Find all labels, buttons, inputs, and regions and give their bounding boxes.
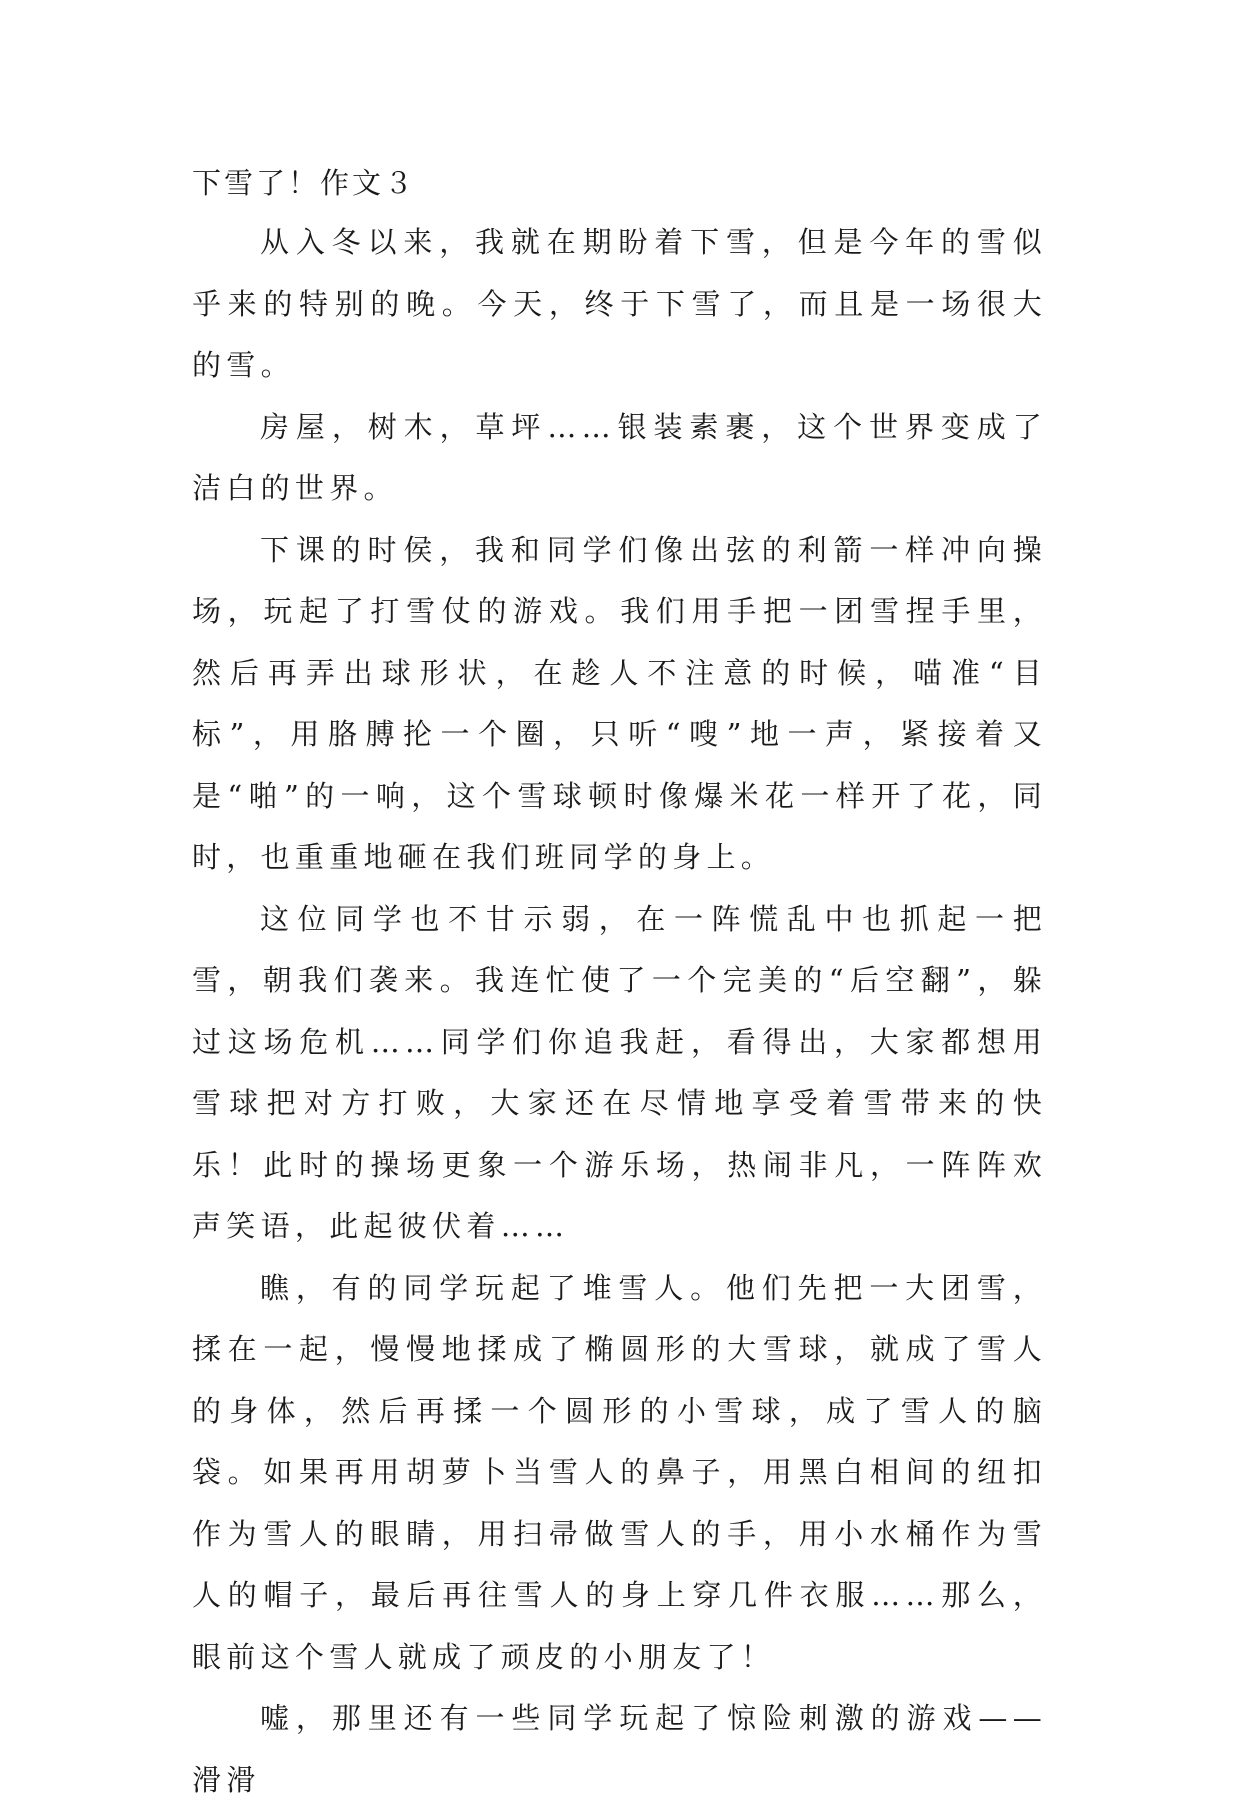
- paragraph-5: 瞧，有的同学玩起了堆雪人。他们先把一大团雪，揉在一起，慢慢地揉成了椭圆形的大雪球，就成了雪人的身体，然后再揉一个圆形的小雪球，成了雪人的脑袋。如果再用胡萝卜当雪人的鼻子，用黑白相间的纽扣作为雪人的眼睛，用扫帚做雪人的手，用小水桶作为雪人的帽子，最后再往雪人的身上穿几件衣服……那么，眼前这个雪人就成了顽皮的小朋友了！: [192, 1270, 1047, 1674]
- paragraph-3: 下课的时侯，我和同学们像出弦的利箭一样冲向操场，玩起了打雪仗的游戏。我们用手把一团雪捏手里，然后再弄出球形状，在趁人不注意的时候，喵准“目标”，用胳膊抡一个圈，只听“嗖”地一声，紧接着又是“啪”的一响，这个雪球顿时像爆米花一样开了花，同时，也重重地砸在我们班同学的身上。: [192, 532, 1047, 874]
- paragraph-6: 嘘，那里还有一些同学玩起了惊险刺激的游戏——滑滑: [192, 1701, 1047, 1797]
- paragraph-2: 房屋，树木，草坪……银装素裹，这个世界变成了洁白的世界。: [192, 409, 1047, 505]
- document-body: [192, 164, 1047, 1811]
- paragraph-4: 这位同学也不甘示弱，在一阵慌乱中也抓起一把雪，朝我们袭来。我连忙使了一个完美的“后空翻”，躲过这场危机……同学们你追我赶，看得出，大家都想用雪球把对方打败，大家还在尽情地享受着雪带来的快乐！此时的操场更象一个游乐场，热闹非凡，一阵阵欢声笑语，此起彼伏着……: [192, 901, 1047, 1243]
- document-title: 下雪了！作文３: [192, 166, 417, 200]
- paragraph-1: 从入冬以来，我就在期盼着下雪，但是今年的雪似乎来的特别的晚。今天，终于下雪了，而且是一场很大的雪。: [192, 225, 1047, 382]
